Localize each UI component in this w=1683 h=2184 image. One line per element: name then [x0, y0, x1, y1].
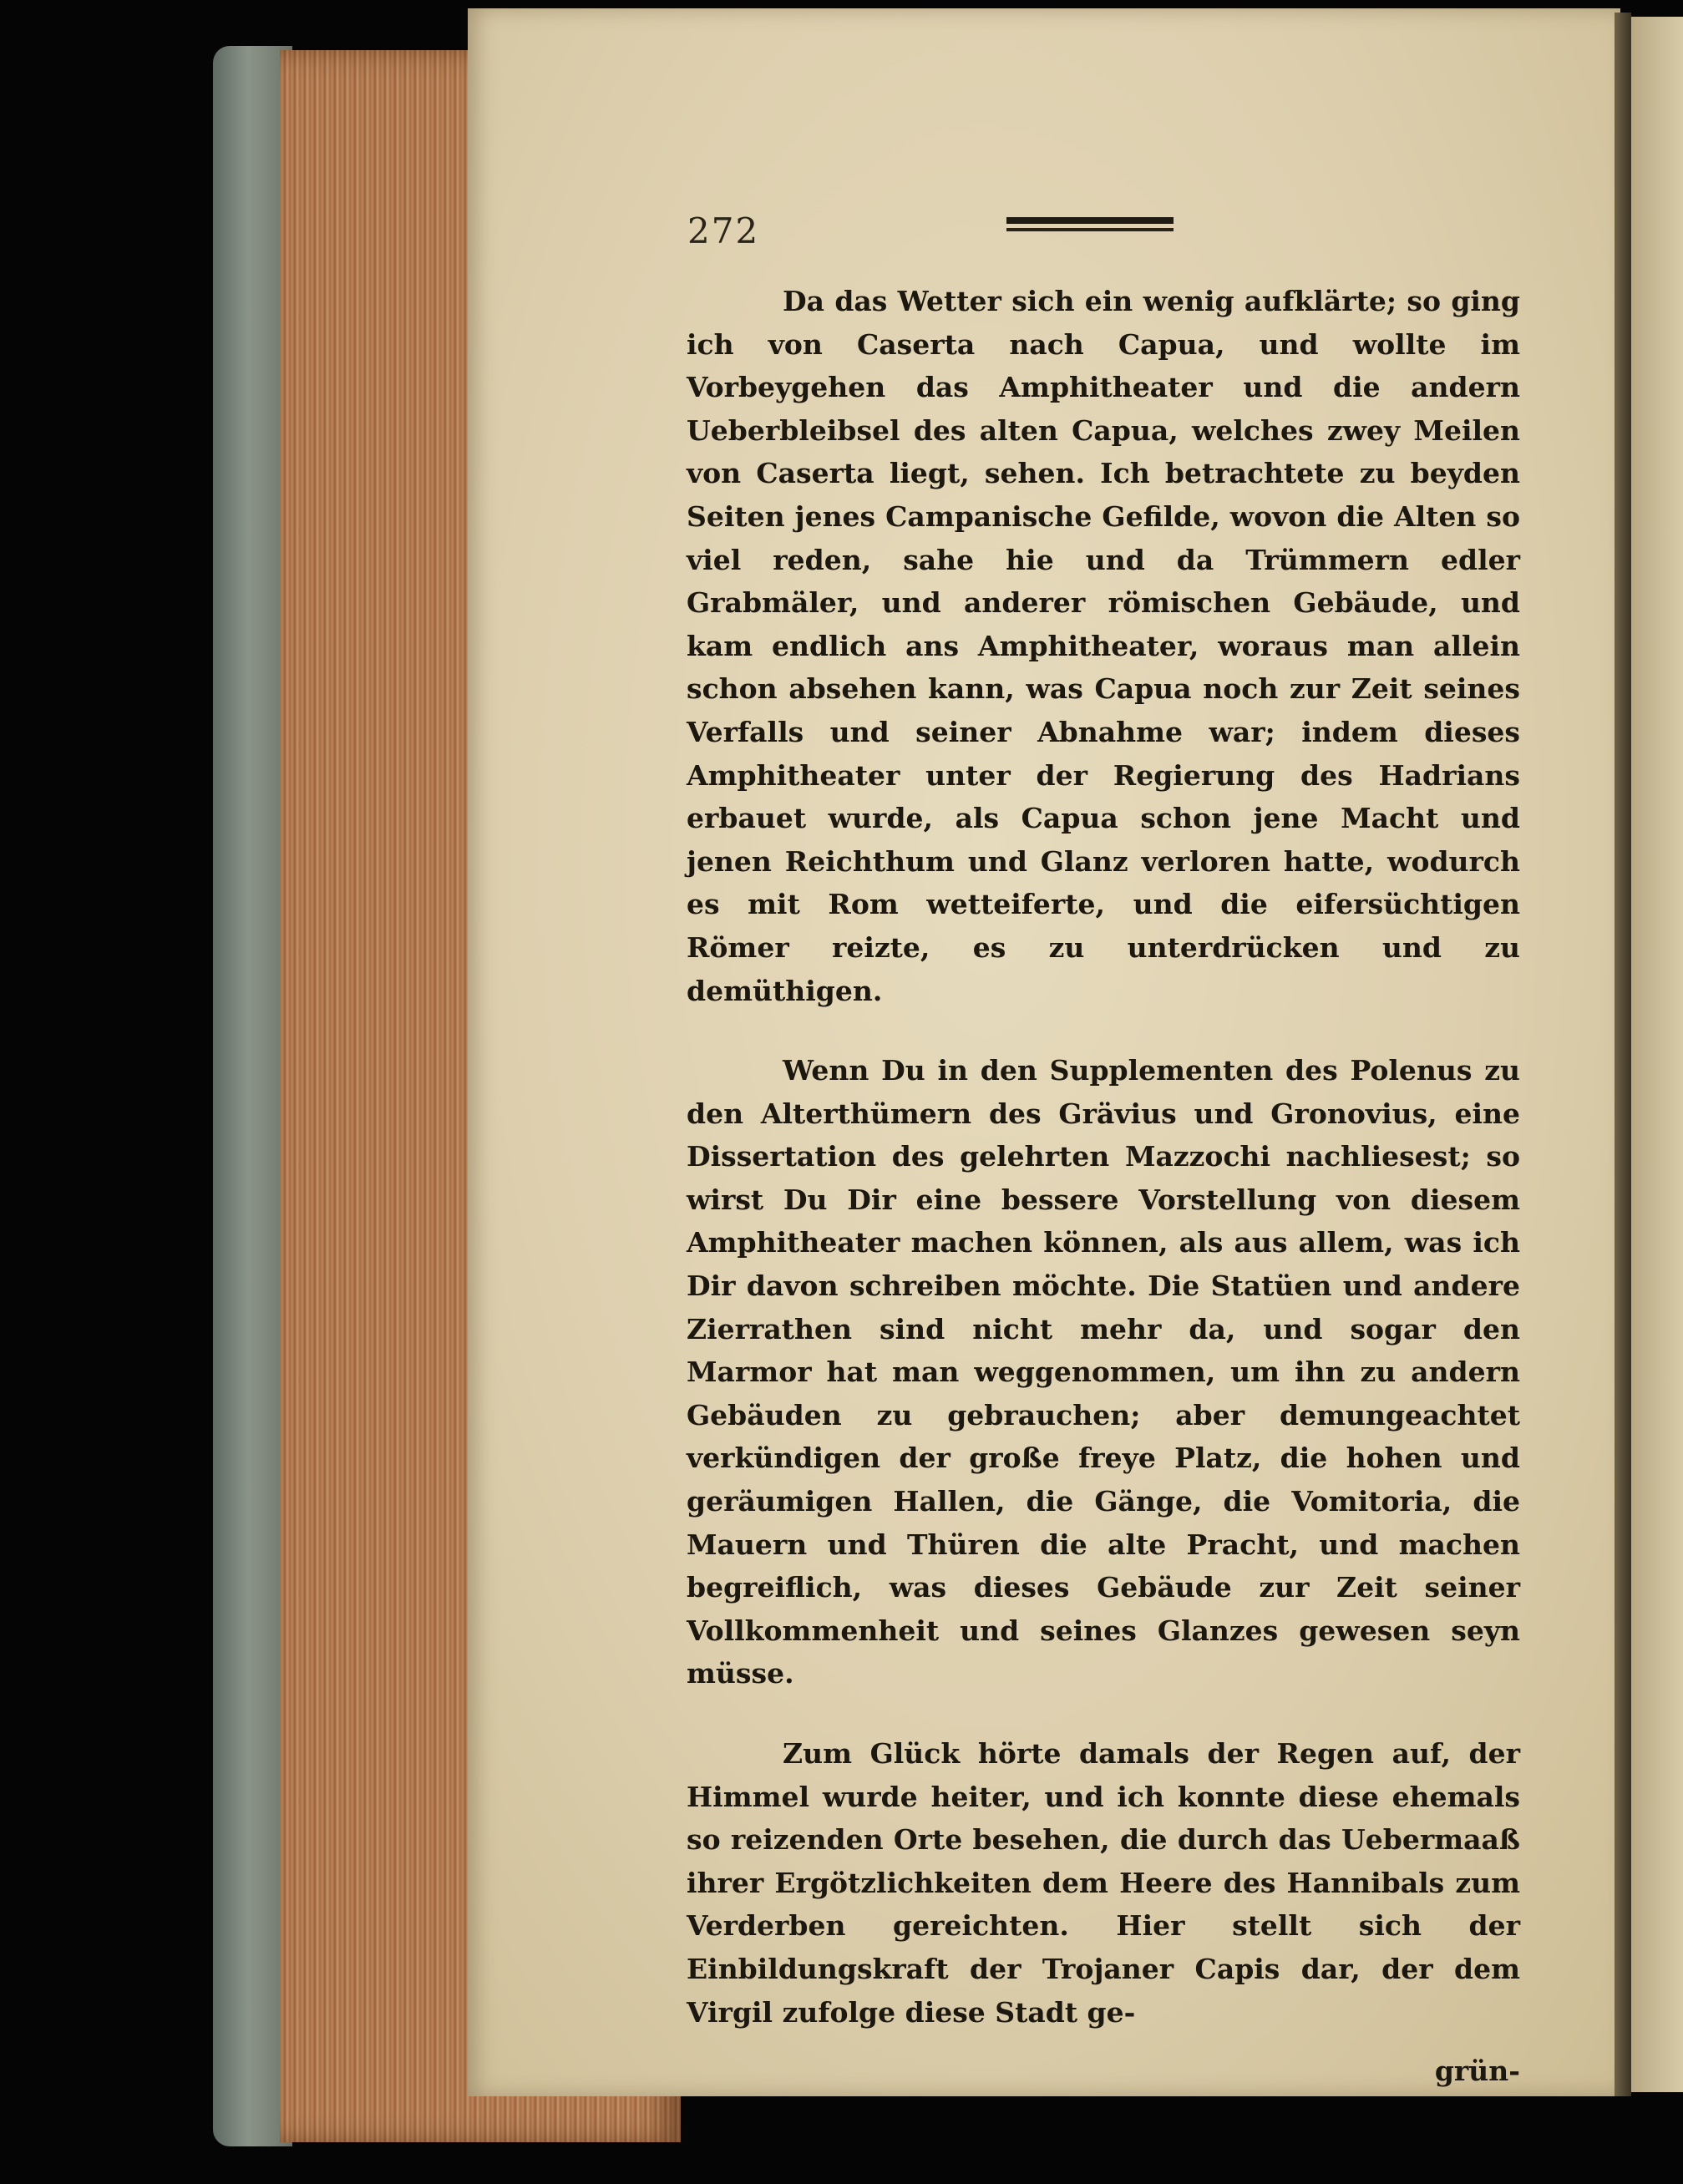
paragraph: Da das Wetter sich ein wenig aufklärte; so ging ich von Caserta nach Capua, und wollte im Vorbeygehen das Amphitheater und die andern Ueberbleibsel des alten Capua, welches zwey Meilen von Caserta liegt, sehen. Ich betrachtete zu beyden Seiten jenes Campanische Gefilde, wovon die Alten so viel reden, sahe hie und da Trümmern edler Grabmäler, und anderer römischen Gebäude, und kam endlich ans Amphitheater, woraus man allein schon absehen kann, was Capua noch zur Zeit seines Verfalls und seiner Abnahme war; indem dieses Amphitheater unter der Regierung des Hadrians erbauet wurde, als Capua schon jene Macht und jenen Reichthum und Glanz verloren hatte, wodurch es mit Rom wetteiferte, und die eifersüchtigen Römer reizte, es zu unterdrücken und zu demüthigen. — [687, 285, 1520, 1007]
catchword: grün- — [1434, 2055, 1520, 2087]
paragraph: Zum Glück hörte damals der Regen auf, der Himmel wurde heiter, und ich konnte diese ehemals so reizenden Orte besehen, die durch das Uebermaaß ihrer Ergötzlichkeiten dem Heere des Hannibals zum Verderben gereichten. Hier stellt sich der Einbildungskraft der Trojaner Capis dar, der dem Virgil zufolge diese Stadt ge- — [687, 1737, 1520, 2029]
body-text — [687, 280, 1520, 2034]
facing-page-edge — [1631, 17, 1683, 2092]
page-gutter — [1615, 13, 1631, 2096]
paragraph: Wenn Du in den Supplementen des Polenus zu den Alterthümern des Grävius und Gronovius, eine Dissertation des gelehrten Mazzochi nachliesest; so wirst Du Dir eine bessere Vorstellung von diesem Amphitheater machen können, als aus allem, was ich Dir davon schreiben möchte. Die Statüen und andere Zierrathen sind nicht mehr da, und sogar den Marmor hat man weggenommen, um ihn zu andern Gebäuden zu gebrauchen; aber demungeachtet verkündigen der große freye Platz, die hohen und geräumigen Hallen, die Gänge, die Vomitoria, die Mauern und Thüren die alte Pracht, und machen begreiflich, was dieses Gebäude zur Zeit seiner Vollkommenheit und seines Glanzes gewesen seyn müsse. — [687, 1054, 1520, 1690]
header-rule-thin — [1006, 228, 1174, 231]
page-number: 272 — [687, 210, 760, 251]
header-rule — [1006, 217, 1174, 236]
header-rule-thick — [1006, 217, 1174, 224]
